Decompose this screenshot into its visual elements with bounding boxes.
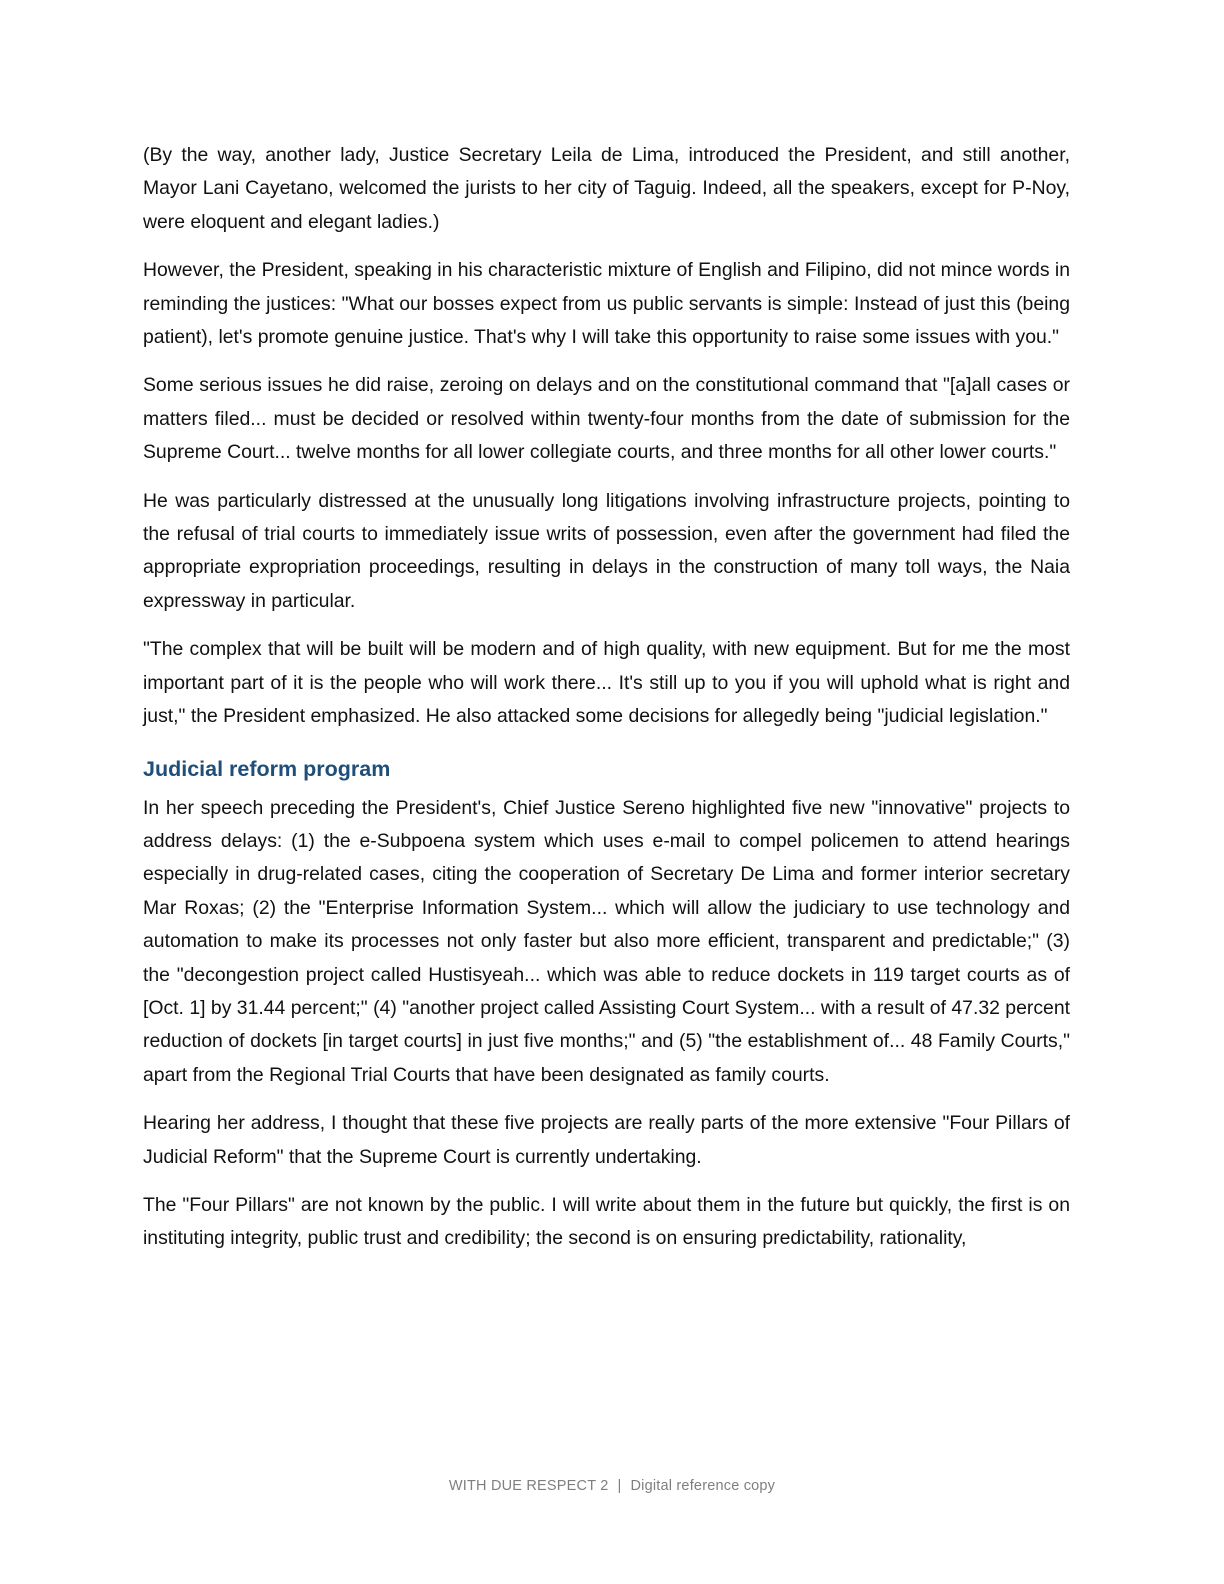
paragraph: However, the President, speaking in his characteristic mixture of English and Filipino, did not mince words in reminding the justices: "What our bosses expect from us public servants is simple: Instead of just this (being patient), let's promote genuine justice. That's why I will take this opportunity to raise some issues with you." (143, 259, 1070, 349)
page-footer (0, 1478, 1224, 1494)
document-body (143, 139, 1070, 1271)
footer-title: WITH DUE RESPECT 2 (448, 1478, 609, 1494)
footer-label: Digital reference copy (630, 1478, 776, 1494)
paragraph: He was particularly distressed at the unusually long litigations involving infrastructure projects, pointing to the refusal of trial courts to immediately issue writs of possession, even after the government had filed the appropriate expropriation proceedings, resulting in delays in the construction of many toll ways, the Naia expressway in particular. (143, 489, 1070, 612)
paragraph: (By the way, another lady, Justice Secretary Leila de Lima, introduced the President, and still another, Mayor Lani Cayetano, welcomed the jurists to her city of Taguig. Indeed, all the speakers, except for P-Noy, were eloquent and elegant ladies.) (143, 144, 1070, 233)
paragraph: The "Four Pillars" are not known by the public. I will write about them in the future but quickly, the first is on instituting integrity, public trust and credibility; the second is on ensuring predictability, rationality, (143, 1193, 1070, 1250)
paragraph: In her speech preceding the President's, Chief Justice Sereno highlighted five new "innovative" projects to address delays: (1) the e-Subpoena system which uses e-mail to compel policemen to attend hearings especially in drug-related cases, citing the cooperation of Secretary De Lima and former interior secretary Mar Roxas; (2) the "Enterprise Information System... which will allow the judiciary to use technology and automation to make its processes not only faster but also more efficient, transparent and predictable;" (3) the "decongestion project called Hustisyeah... which was able to reduce dockets in 119 target courts as of [Oct. 1] by 31.44 percent;" (4) "another project called Assisting Court System... with a result of 47.32 percent reduction of dockets [in target courts] in just five months;" and (5) "the establishment of... 48 Family Courts," apart from the Regional Trial Courts that have been designated as family courts. (143, 796, 1070, 1086)
paragraph: Hearing her address, I thought that these five projects are really parts of the more extensive "Four Pillars of Judicial Reform" that the Supreme Court is currently undertaking. (143, 1112, 1070, 1168)
paragraph: Some serious issues he did raise, zeroing on delays and on the constitutional command that "[a]all cases or matters filed... must be decided or resolved within twenty-four months from the date of submission for the Supreme Court... twelve months for all lower collegiate courts, and three months for all other lower courts." (143, 374, 1070, 464)
paragraph: "The complex that will be built will be modern and of high quality, with new equipment. But for me the most important part of it is the people who will work there... It's still up to you if you will uphold what is right and just," the President emphasized. He also attacked some decisions for allegedly being "judicial legislation." (143, 638, 1070, 728)
footer-separator: | (617, 1478, 622, 1494)
section-heading: Judicial reform program (143, 756, 391, 781)
